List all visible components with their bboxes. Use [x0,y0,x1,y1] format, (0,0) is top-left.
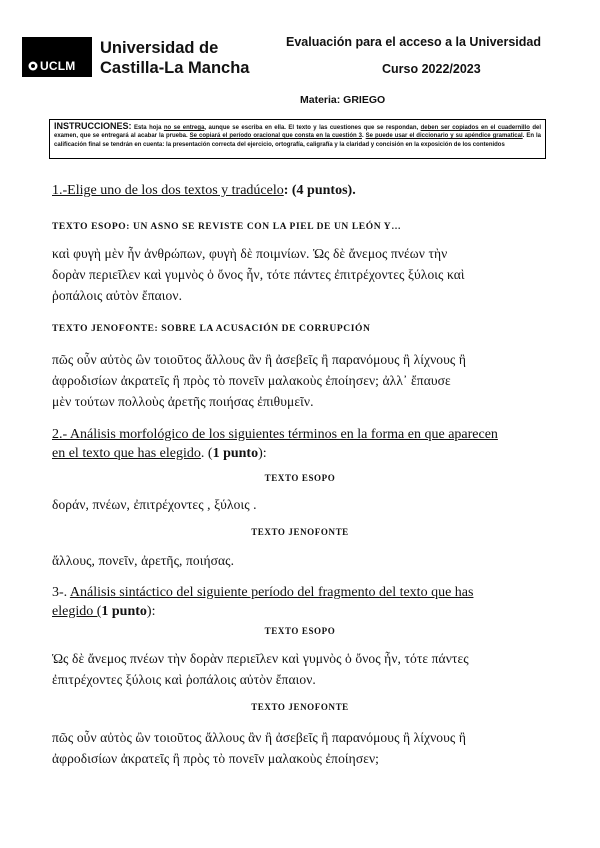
question-3-line1 [52,583,552,602]
question-2-heading [52,425,552,463]
question-3-line2 [52,602,552,621]
logo-emblem-icon [28,61,38,71]
university-name [100,38,249,78]
exam-title: Evaluación para el acceso a la Universidad [286,35,541,49]
q3-jenofonte-text [52,727,552,769]
esopo-title: TEXTO ESOPO: UN ASNO SE REVISTE CON LA PIEL DE UN LEÓN Y… [52,222,402,232]
jenofonte-text [52,349,552,412]
question-2-points-open: . ( [200,446,213,461]
question-3-number: 3-. [52,585,70,600]
q2-terms-jenofonte: ἄλλους, πονεῖν, ἀρετῆς, ποιήσας. [52,553,235,568]
question-3-title: Análisis sintáctico del siguiente período del fragmento del texto que has [69,585,474,600]
instr-part: Esta hoja [131,125,164,131]
q3-esopo-line: ἐπιτρέχοντες ξύλοις καὶ ῥοπάλοις αὐτὸν ἔπαιον. [52,672,316,687]
university-name-line2: Castilla-La Mancha [100,59,250,77]
question-1-heading [52,183,356,199]
instr-part: del examen, que se entregará al acabar la prueba. [54,125,541,140]
university-name-line1: Universidad de [100,39,219,57]
logo-text: UCLM [40,59,76,73]
esopo-text [52,243,552,306]
q2-label-esopo: TEXTO ESOPO [264,473,336,483]
q3-esopo-text [52,648,552,690]
q3-label-jenofonte: TEXTO JENOFONTE [251,702,349,712]
question-2-points: 1 punto [212,446,259,461]
question-2-title-end: en el texto que has elegido [52,446,201,461]
q3-esopo-line: Ὡς δὲ ἄνεμος πνέων τὴν δορὰν περιεῖλεν καὶ γυμνὸς ὁ ὄνος ἦν, τότε πάντες [52,651,469,666]
instr-part: Se puede usar el diccionario y su apéndice gramatical [365,133,523,140]
instr-part: , aunque se escriba en ella. El texto y las cuestiones que se respondan, [204,125,421,131]
instructions-label: INSTRUCCIONES: [54,121,132,131]
question-3-title-end: elegido ( [52,604,102,619]
instructions-box [49,119,546,159]
q3-jenofonte-line: πῶς οὖν αὐτὸς ὢν τοιοῦτος ἄλλους ἂν ἢ ἀσεβεῖς ἢ παρανόμους ἢ λίχνους ἢ [52,730,467,745]
instructions-text [54,122,541,149]
question-2-line2 [52,444,552,463]
question-1-points: : (4 puntos). [283,183,356,198]
jenofonte-text-line: ἀφροδισίων ἀκρατεῖς ἢ πρὸς τὸ πονεῖν μαλακοὺς ἐποίησεν; ἀλλ᾽ ἔπαυσε [52,373,451,388]
esopo-text-line: δορὰν περιεῖλεν καὶ γυμνὸς ὁ ὄνος ἦν, τότε πάντες ἐπιτρέχοντες ξύλοις καὶ [52,267,465,282]
jenofonte-title: TEXTO JENOFONTE: SOBRE LA ACUSACIÓN DE CORRUPCIÓN [52,324,371,334]
jenofonte-text-line: μὲν τούτων πολλοὺς ἀρετῆς ποιήσας ἐπιθυμεῖν. [52,394,314,409]
q2-label-jenofonte: TEXTO JENOFONTE [251,527,349,537]
q3-jenofonte-line: ἀφροδισίων ἀκρατεῖς ἢ πρὸς τὸ πονεῖν μαλακοὺς ἐποίησεν; [52,751,380,766]
course-year: Curso 2022/2023 [382,62,481,76]
question-3-heading [52,583,552,621]
q3-label-esopo: TEXTO ESOPO [264,626,336,636]
question-3-points: 1 punto [101,604,147,619]
esopo-text-line: καὶ φυγὴ μὲν ἦν ἀνθρώπων, φυγὴ δὲ ποιμνίων. Ὡς δὲ ἄνεμος πνέων τὴν [52,246,448,261]
question-3-points-close: ): [146,604,156,619]
question-2-points-close: ): [258,446,267,461]
q2-terms-esopo: δοράν, πνέων, ἐπιτρέχοντες , ξύλοις . [52,497,257,512]
instr-part: no se entrega [163,125,205,131]
esopo-text-line: ῥοπάλοις αὐτὸν ἔπαιον. [52,288,183,303]
instr-part: deben ser copiados en el cuadernillo [420,125,530,131]
jenofonte-text-line: πῶς οὖν αὐτὸς ὢν τοιοῦτος ἄλλους ἂν ἢ ἀσεβεῖς ἢ παρανόμους ἢ λίχνους ἢ [52,352,467,367]
instr-part: Se copiará el período oracional que consta en la cuestión 3 [189,133,362,140]
question-2-line1: 2.- Análisis morfológico de los siguientes términos en la forma en que aparecen [52,427,498,442]
instr-part: . [361,133,366,140]
question-1-title: 1.-Elige uno de los dos textos y tradúcelo [52,183,284,198]
university-logo [22,37,92,77]
instr-part: . En la calificación final se tendrán en cuenta: la presentación correcta del ejercicio, ortografía, caligrafía y la claridad y concisión en la exposición de los contenidos [54,133,541,148]
subject: Materia: GRIEGO [300,94,386,106]
